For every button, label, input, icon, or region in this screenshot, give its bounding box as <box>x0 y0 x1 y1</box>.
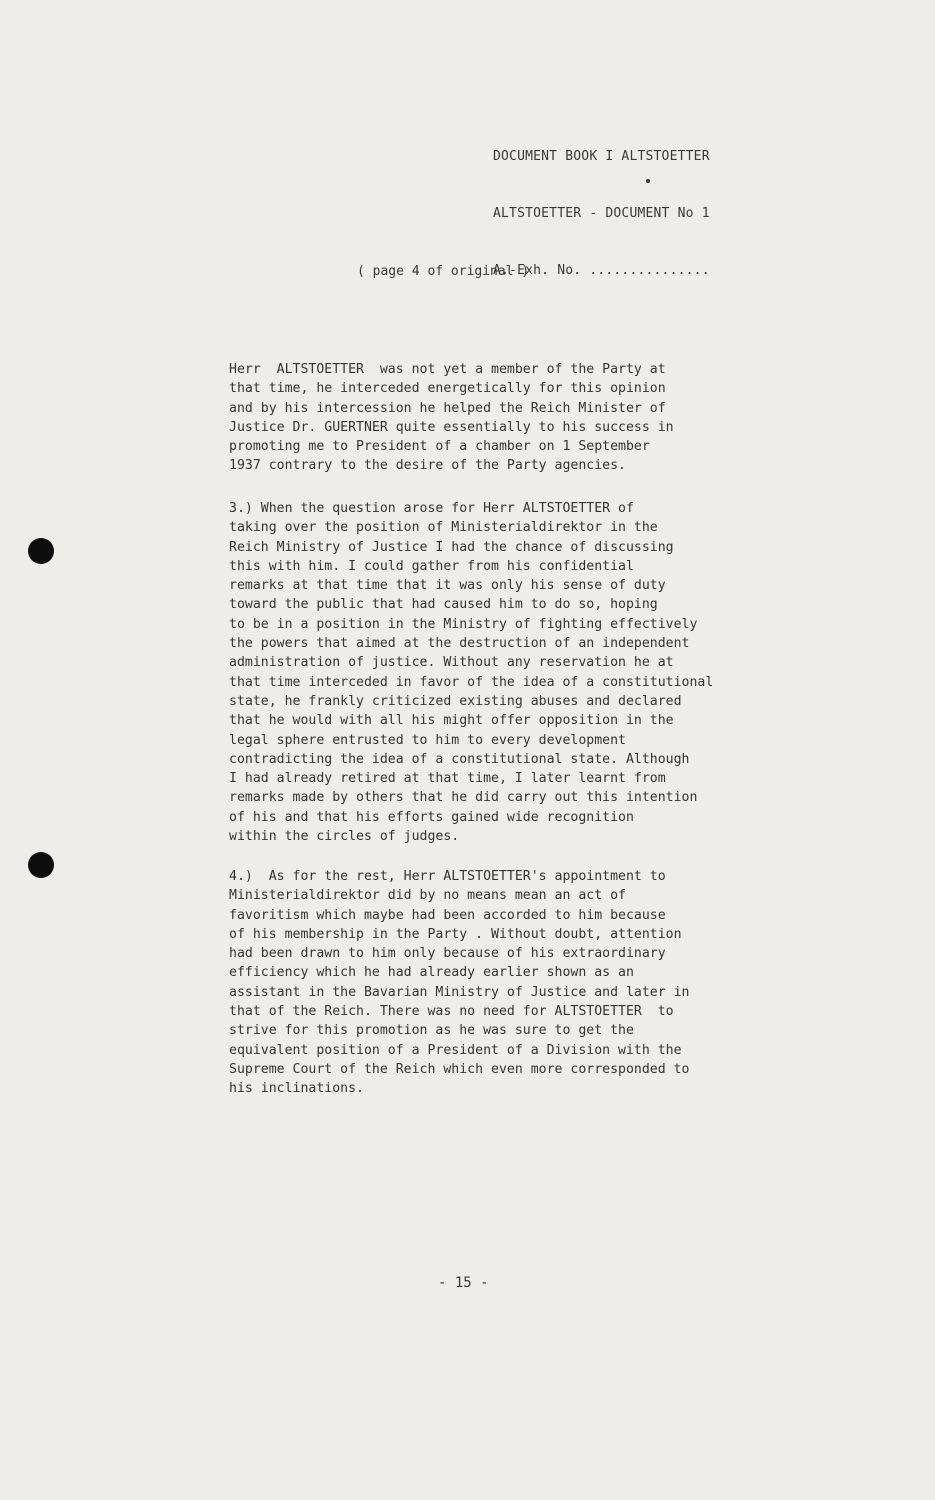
text-line: had been drawn to him only because of his extraordinary <box>229 946 666 962</box>
text-line: legal sphere entrusted to him to every development <box>229 732 626 748</box>
text-line: taking over the position of Ministerialdirektor in the <box>229 520 658 536</box>
header-document-book: DOCUMENT BOOK I ALTSTOETTER <box>493 149 710 164</box>
text-line: toward the public that had caused him to do so, hoping <box>229 597 658 613</box>
text-line: 4.) As for the rest, Herr ALTSTOETTER's appointment to <box>229 869 666 884</box>
text-line: of his and that his efforts gained wide recognition <box>229 809 634 825</box>
text-line: 1937 contrary to the desire of the Party agencies. <box>229 458 626 474</box>
punch-hole-top <box>28 538 54 564</box>
page-number: - 15 - <box>438 1275 489 1291</box>
document-header <box>493 109 710 318</box>
text-line: favoritism which maybe had been accorded to him because <box>229 907 666 923</box>
ink-mark <box>646 179 650 183</box>
text-line: 3.) When the question arose for Herr ALTSTOETTER of <box>229 501 634 516</box>
text-line: administration of justice. Without any reservation he at <box>229 655 674 671</box>
text-line: efficiency which he had already earlier shown as an <box>229 965 634 981</box>
text-line: state, he frankly criticized existing abuses and declared <box>229 693 682 709</box>
text-line: Reich Ministry of Justice I had the chance of discussing <box>229 539 674 555</box>
paragraph-3 <box>229 867 829 1099</box>
text-line: assistant in the Bavarian Ministry of Justice and later in <box>229 984 690 1000</box>
text-line: Supreme Court of the Reich which even more corresponded to <box>229 1061 690 1077</box>
paragraph-2 <box>229 499 829 846</box>
header-exhibit-number: A.-Exh. No. ............... <box>493 263 710 278</box>
text-line: this with him. I could gather from his confidential <box>229 558 634 574</box>
text-line: that he would with all his might offer opposition in the <box>229 713 674 729</box>
text-line: I had already retired at that time, I later learnt from <box>229 771 666 787</box>
text-line: contradicting the idea of a constitutional state. Although <box>229 751 690 767</box>
header-document-number: ALTSTOETTER - DOCUMENT No 1 <box>493 206 710 221</box>
text-line: equivalent position of a President of a Division with the <box>229 1042 682 1058</box>
text-line: that time, he interceded energetically for this opinion <box>229 381 666 397</box>
punch-hole-bottom <box>28 852 54 878</box>
text-line: of his membership in the Party . Without doubt, attention <box>229 926 682 942</box>
text-line: that of the Reich. There was no need for ALTSTOETTER to <box>229 1004 674 1020</box>
text-line: to be in a position in the Ministry of fighting effectively <box>229 616 698 632</box>
text-line: within the circles of judges. <box>229 829 460 845</box>
text-line: Justice Dr. GUERTNER quite essentially to his success in <box>229 419 674 435</box>
text-line: and by his intercession he helped the Reich Minister of <box>229 400 666 416</box>
text-line: remarks made by others that he did carry out this intention <box>229 790 698 806</box>
text-line: strive for this promotion as he was sure to get the <box>229 1023 634 1039</box>
text-line: remarks at that time that it was only his sense of duty <box>229 578 666 594</box>
text-line: the powers that aimed at the destruction of an independent <box>229 636 690 652</box>
original-page-reference: ( page 4 of original ) <box>357 264 530 279</box>
paragraph-1 <box>229 360 829 476</box>
text-line: that time interceded in favor of the idea of a constitutional <box>229 674 714 690</box>
text-line: promoting me to President of a chamber on 1 September <box>229 439 650 455</box>
text-line: his inclinations. <box>229 1081 364 1097</box>
text-line: Herr ALTSTOETTER was not yet a member of the Party at <box>229 362 666 377</box>
text-line: Ministerialdirektor did by no means mean an act of <box>229 888 626 904</box>
